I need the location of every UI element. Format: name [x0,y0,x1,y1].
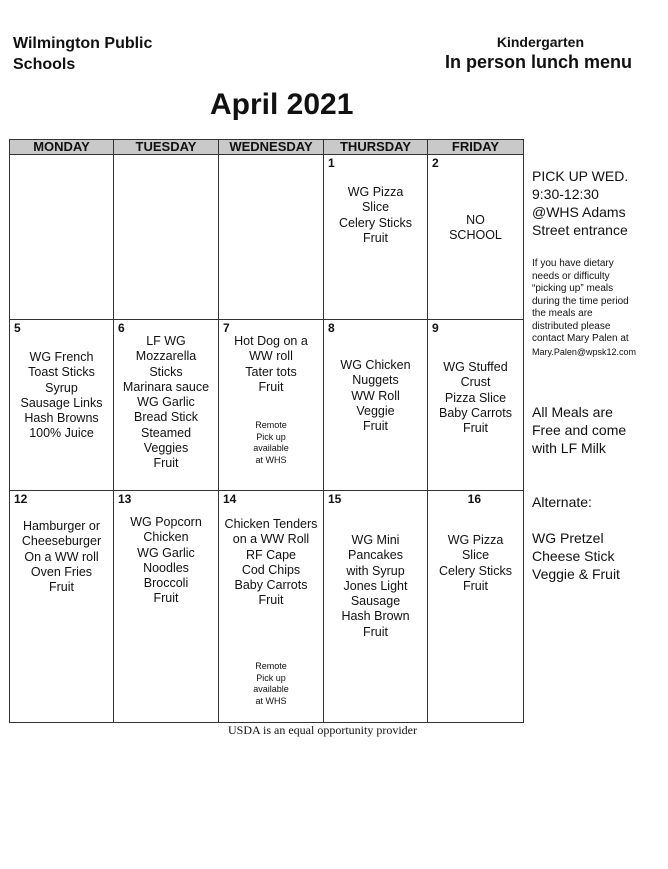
menu-item: Slice [461,548,490,563]
remote-pickup-line: Remote [255,420,287,430]
dietary-line: the meals are [532,308,593,319]
day-number: 9 [432,321,439,335]
calendar-week-row [10,491,524,723]
day-cell [10,320,114,491]
day-number: 15 [328,492,342,506]
day-cell [219,155,324,320]
day-cell [114,491,219,723]
day-cell [428,320,524,491]
menu-item: Cheeseburger [21,534,102,549]
remote-pickup-line: available [253,443,289,453]
alternate-menu [532,529,666,583]
menu-item: Celery Sticks [439,563,512,578]
lunch-calendar [9,139,524,723]
remote-pickup-line: available [253,684,289,694]
menu-item: WG Garlic [137,395,195,410]
menu-item: WW roll [249,349,293,364]
menu-item: WG French [29,350,94,364]
alternate-title: Alternate: [532,494,592,510]
menu-item: WG Chicken [340,358,411,372]
month-title: April 2021 [210,88,354,121]
dietary-line: If you have dietary [532,258,614,269]
menu-item: WG Pizza [347,185,404,199]
dietary-line: needs or difficulty [532,270,610,282]
menu-item: NO [466,213,485,227]
remote-pickup-line: Remote [255,661,287,671]
menu-item: RF Cape [245,547,297,562]
menu-item: Veggies [143,441,189,456]
pickup-line: @WHS Adams [532,204,626,220]
pickup-line: 9:30-12:30 [532,186,599,202]
day-cell [114,155,219,320]
day-cell [219,491,324,723]
menu-item: Hot Dog on a [234,334,308,348]
day-number: 2 [432,156,439,170]
free-meals-line: Free and come [532,422,627,438]
menu-item: Oven Fries [30,564,93,579]
usda-footer: USDA is an equal opportunity provider [228,723,417,737]
menu-title: In person lunch menu [444,52,632,72]
menu-item: WG Garlic [137,545,195,560]
free-meals-line: with LF Milk [532,440,606,456]
day-cell [324,155,428,320]
menu-item: Pancakes [348,548,403,563]
menu-item: with Syrup [346,563,405,578]
day-number: 1 [328,156,335,170]
dietary-note [532,258,666,358]
menu-item: Veggie [356,403,395,418]
weekday-header: THURSDAY [324,140,428,155]
menu-items [10,519,113,595]
free-meals-line: All Meals are [532,404,613,420]
school-district-name [13,33,213,75]
day-number: 7 [223,321,230,335]
day-number: 5 [14,321,21,335]
menu-items [219,517,323,609]
menu-item: Toast Sticks [28,365,95,380]
pickup-info [532,167,666,239]
menu-item: Fruit [153,456,179,471]
day-number: 8 [328,321,335,335]
menu-item: Chicken [143,530,189,545]
menu-item: Fruit [49,580,74,595]
menu-item: Sticks [149,364,183,379]
alternate-item: WG Pretzel [532,530,604,546]
menu-item: Fruit [463,421,488,436]
menu-item: Celery Sticks [339,215,412,230]
menu-item: Chicken Tenders [224,517,318,531]
menu-item: Broccoli [143,576,189,591]
menu-item: WG Mini [351,533,400,547]
menu-item: Sausage [350,594,401,609]
district-name-line1: Wilmington Public [13,35,153,52]
menu-item: Tater tots [245,364,297,379]
day-number: 16 [467,492,481,506]
remote-pickup-note [219,420,323,466]
day-number: 14 [223,492,237,506]
menu-item: Nuggets [352,373,399,388]
weekday-header: MONDAY [10,140,114,155]
menu-item: Hash Browns [24,411,99,426]
menu-item: Hamburger or [22,519,101,533]
menu-item: Noodles [143,560,189,575]
alternate-item: Veggie & Fruit [532,566,620,582]
weekday-header-row [10,140,524,155]
menu-item: Fruit [363,230,388,245]
menu-item: Baby Carrots [439,405,512,420]
menu-item: WG Popcorn [130,515,202,529]
weekday-header: TUESDAY [114,140,219,155]
district-name-line2: Schools [13,56,76,73]
dietary-line: during the time period [532,295,629,307]
day-cell [428,491,524,723]
menu-item: Jones Light [343,578,408,593]
day-cell [428,155,524,320]
day-cell [114,320,219,491]
menu-heading [445,33,632,73]
dietary-line: “picking up” meals [532,283,614,294]
menu-item: Sausage Links [20,395,103,410]
menu-item: 100% Juice [29,426,94,441]
day-number: 6 [118,321,125,335]
grade-label: Kindergarten [496,34,584,50]
menu-items [324,185,427,246]
day-cell [10,491,114,723]
day-number: 13 [118,492,132,506]
menu-item: Hash Brown [341,609,410,624]
menu-item: Pizza Slice [444,390,507,405]
menu-item: Syrup [45,380,78,395]
dietary-line: contact Mary Palen at [532,333,629,344]
pickup-line: PICK UP WED. [532,168,629,184]
day-number: 12 [14,492,28,506]
menu-item: Cod Chips [241,562,301,577]
menu-item: Crust [460,375,491,390]
menu-items [114,515,218,607]
menu-items [324,533,427,640]
remote-pickup-note [219,661,323,707]
menu-item: WG Pizza [447,533,504,547]
menu-items [219,334,323,395]
menu-item: Baby Carrots [234,578,308,593]
menu-item: Fruit [153,591,179,606]
menu-items [428,533,523,594]
menu-item: LF WG [146,334,186,348]
dietary-line: distributed please [532,320,611,332]
remote-pickup-line: Pick up [256,431,286,442]
day-cell [10,155,114,320]
menu-item: SCHOOL [449,228,502,243]
menu-item: On a WW roll [24,549,99,564]
pickup-line: Street entrance [532,222,628,238]
free-meals-note [532,403,666,457]
contact-email: Mary.Palen@wpsk12.com [532,346,637,357]
menu-items [10,350,113,442]
menu-items [114,334,218,472]
menu-items [428,213,523,244]
menu-item: Fruit [258,379,284,394]
weekday-header: WEDNESDAY [219,140,324,155]
menu-item: Fruit [463,578,488,593]
menu-item: Fruit [363,624,388,639]
menu-item: Mozzarella [135,349,197,364]
menu-item: on a WW Roll [232,532,310,547]
alternate-item: Cheese Stick [532,548,615,564]
menu-item: Bread Stick [134,410,198,425]
remote-pickup-line: at WHS [255,695,287,706]
menu-item: Fruit [258,593,284,608]
menu-item: Steamed [140,425,192,440]
day-cell [324,320,428,491]
calendar-week-row [10,320,524,491]
menu-item: WW Roll [351,388,400,403]
menu-items [324,358,427,434]
remote-pickup-line: at WHS [255,454,287,465]
remote-pickup-line: Pick up [256,672,286,683]
menu-item: Marinara sauce [122,379,210,394]
day-cell [324,491,428,723]
menu-item: WG Stuffed [443,360,508,374]
menu-item: Slice [361,200,390,215]
menu-item: Fruit [363,419,388,434]
calendar-week-row [10,155,524,320]
menu-items [428,360,523,436]
weekday-header: FRIDAY [428,140,524,155]
day-cell [219,320,324,491]
